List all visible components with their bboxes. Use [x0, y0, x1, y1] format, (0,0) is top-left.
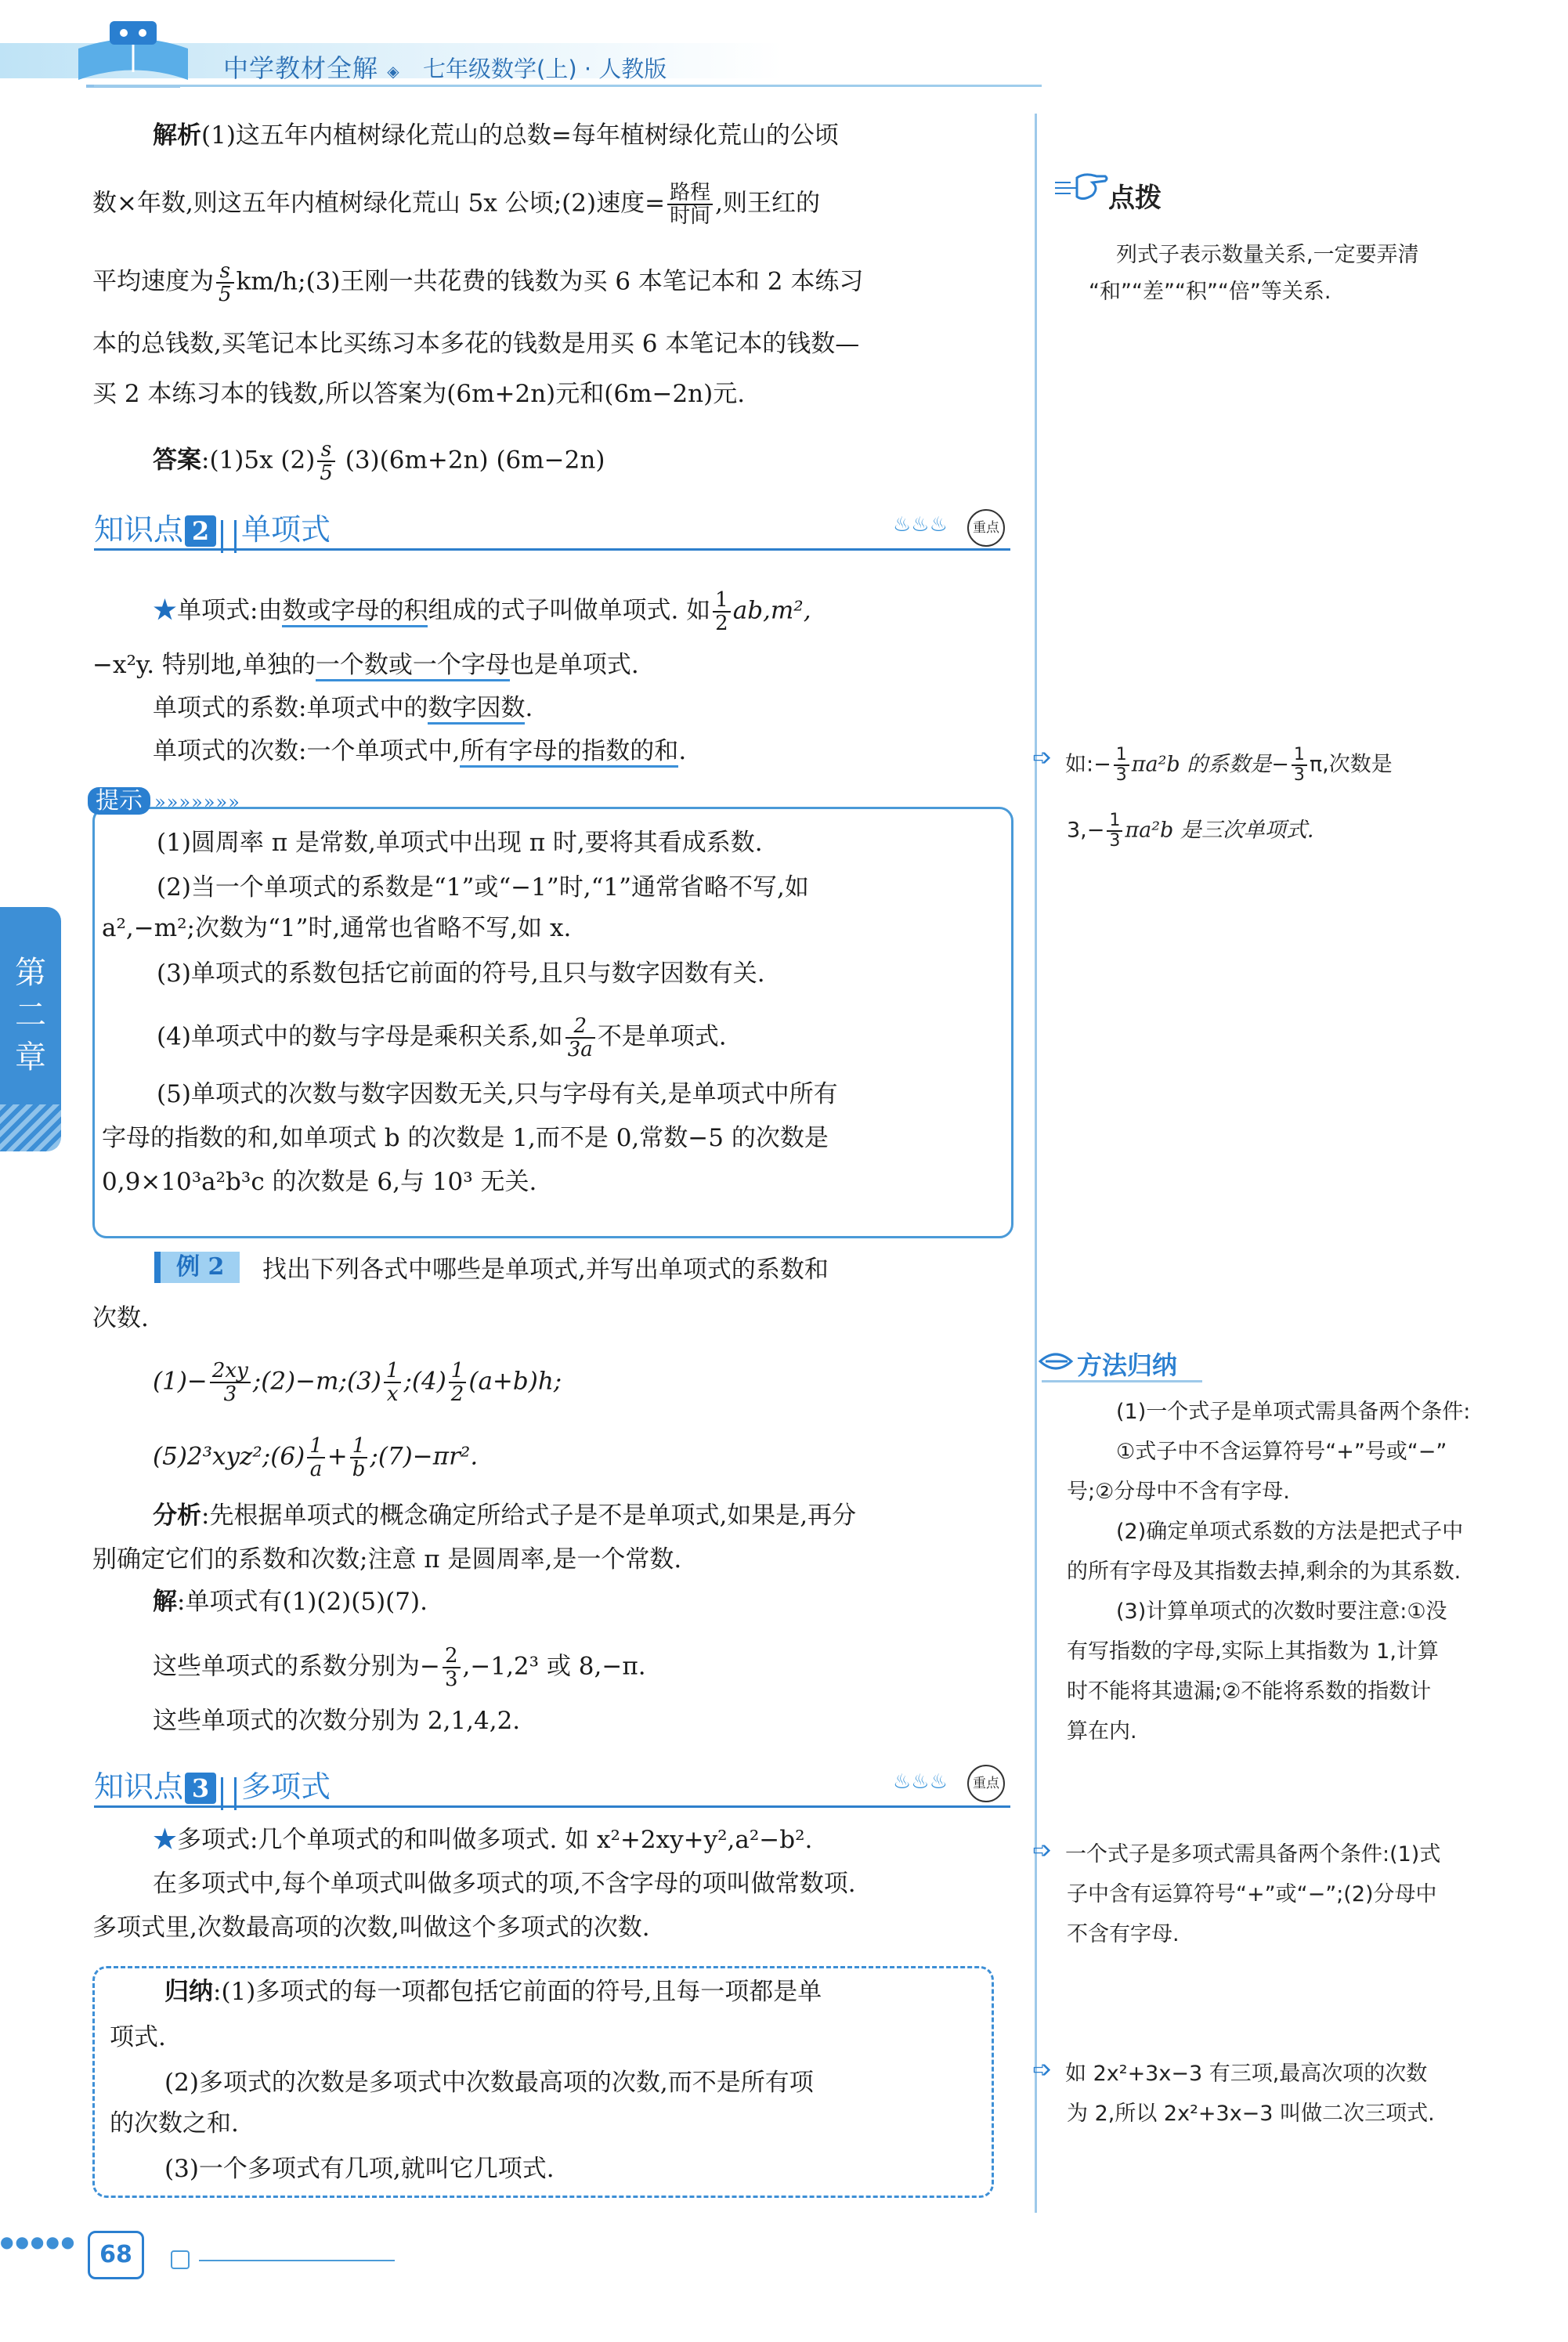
section-3-header: 知识点 3 多项式: [94, 1762, 1010, 1800]
polynomial-definition: ★多项式:几个单项式的和叫做多项式. 如 x²+2xy+y²,a²−b².: [153, 1826, 813, 1854]
analysis-line-1: 解析(1)这五年内植树绿化荒山的总数=每年植树绿化荒山的公顷: [153, 121, 839, 150]
page-number: 68: [88, 2231, 144, 2279]
example-2-expressions-1: (1)− $\frac{2xy}{3}$ ;(2)−m;(3) $\frac{1}{x}$ ;(4) $\frac{1}{2}$ (a+b)h;: [153, 1359, 562, 1406]
section-3-rule: [94, 1805, 1010, 1808]
polynomial-terms: 在多项式中,每个单项式叫做多项式的项,不含字母的项叫做常数项.: [153, 1870, 856, 1898]
analysis-line-4: 本的总钱数,买笔记本比买练习本多花的钱数是用买 6 本笔记本的钱数—: [92, 330, 860, 358]
tip-4: (4)单项式中的数与字母是乘积关系,如 $\frac{2}{3a}$ 不是单项式.: [157, 1014, 727, 1061]
monomial-note-2: 3,− $\frac{1}{3}$ πa²b 是三次单项式.: [1067, 811, 1314, 851]
hint-line-1: 列式子表示数量关系,一定要弄清: [1116, 243, 1419, 267]
difficulty-flames-icon-3: ♨♨♨: [893, 1770, 948, 1794]
tip-header: 提示 »»»»»»»: [88, 786, 240, 817]
summary-1a: 归纳:(1)多项式的每一项都包括它前面的符号,且每一项都是单: [164, 1978, 822, 2006]
key-point-badge-3: 重点: [967, 1765, 1005, 1802]
polynomial-degree: 多项式里,次数最高项的次数,叫做这个多项式的次数.: [92, 1914, 650, 1942]
example-2-solution-1: 解:单项式有(1)(2)(5)(7).: [153, 1588, 428, 1616]
analysis-line-2: 数×年数,则这五年内植树绿化荒山 5x 公顷;(2)速度= $\frac{\text{路程}}{\text{时间}}$ ,则王红的: [92, 181, 820, 228]
footer-square-icon: [171, 2250, 190, 2269]
monomial-degree: 单项式的次数:一个单项式中,所有字母的指数的和.: [153, 735, 686, 768]
header-line: [94, 85, 1042, 87]
example-2-analysis-2: 别确定它们的系数和次数;注意 π 是圆周率,是一个常数.: [92, 1545, 682, 1574]
pointing-hand-icon: [1053, 168, 1108, 208]
trinomial-note-2: 为 2,所以 2x²+3x−3 叫做二次三项式.: [1067, 2102, 1435, 2126]
example-2-solution-3: 这些单项式的次数分别为 2,1,4,2.: [153, 1707, 521, 1735]
method-line-9: 算在内.: [1067, 1719, 1137, 1744]
monomial-definition: ★单项式:由数或字母的积组成的式子叫做单项式. 如 $\frac{1}{2}$ ab,m²,: [153, 588, 811, 635]
column-divider: [1035, 114, 1037, 2213]
method-line-4: (2)确定单项式系数的方法是把式子中: [1116, 1520, 1464, 1544]
book-logo-icon: [70, 17, 196, 92]
analysis-line-3: 平均速度为 $\frac{s}{5}$ km/h;(3)王刚一共花费的钱数为买 6 本笔记本和 2 本练习: [92, 259, 864, 306]
tip-2b: a²,−m²;次数为“1”时,通常也省略不写,如 x.: [102, 914, 572, 942]
summary-2b: 的次数之和.: [110, 2109, 239, 2138]
monomial-coefficient: 单项式的系数:单项式中的数字因数.: [153, 692, 533, 725]
polynomial-note-1: 一个式子是多项式需具备两个条件:(1)式: [1065, 1842, 1441, 1867]
chapter-tab-stripe: [0, 1104, 61, 1151]
note-arrow-icon-2: ➩: [1032, 1837, 1053, 1864]
tip-3: (3)单项式的系数包括它前面的符号,且只与数字因数有关.: [157, 960, 765, 988]
answer-line: 答案:(1)5x (2) $\frac{s}{5}$ (3)(6m+2n) (6m−2n): [153, 438, 605, 485]
speed-fraction: $\frac{\text{路程}}{\text{时间}}$: [667, 182, 713, 227]
tip-label: 提示: [88, 787, 150, 815]
summary-3: (3)一个多项式有几项,就叫它几项式.: [164, 2155, 555, 2183]
method-line-5: 的所有字母及其指数去掉,剩余的为其系数.: [1067, 1560, 1461, 1584]
method-line-3: 号;②分母中不含有字母.: [1067, 1480, 1290, 1504]
example-2-question: 找出下列各式中哪些是单项式,并写出单项式的系数和: [262, 1256, 829, 1284]
note-arrow-icon: ➩: [1032, 744, 1053, 772]
footer-line: [199, 2260, 395, 2261]
example-2-analysis-1: 分析:先根据单项式的概念确定所给式子是不是单项式,如果是,再分: [153, 1502, 857, 1530]
method-title: 方法归纳: [1077, 1350, 1178, 1380]
analysis-line-5: 买 2 本练习本的钱数,所以答案为(6m+2n)元和(6m−2n)元.: [92, 380, 746, 408]
tip-5a: (5)单项式的次数与数字因数无关,只与字母有关,是单项式中所有: [157, 1080, 838, 1108]
method-line-2: ①式子中不含运算符号“+”号或“−”: [1116, 1440, 1447, 1464]
footer-dots: ●●●●●: [0, 2232, 77, 2251]
section-2-header: 知识点 2 单项式: [94, 505, 1010, 543]
summary-2a: (2)多项式的次数是多项式中次数最高项的次数,而不是所有项: [164, 2069, 814, 2097]
method-icon: [1036, 1346, 1075, 1377]
monomial-note-1: 如:− $\frac{1}{3}$ πa²b 的系数是− $\frac{1}{3}$ π,次数是: [1065, 745, 1393, 785]
note-arrow-icon-3: ➩: [1032, 2056, 1053, 2084]
section-2-rule: [94, 548, 1010, 551]
difficulty-flames-icon: ♨♨♨: [893, 513, 948, 537]
example-2-expressions-2: (5)2³xyz²;(6) $\frac{1}{a}$ + $\frac{1}{b}$ ;(7)−πr².: [153, 1434, 479, 1481]
method-line-6: (3)计算单项式的次数时要注意:①没: [1116, 1599, 1447, 1624]
tip-1: (1)圆周率 π 是常数,单项式中出现 π 时,要将其看成系数.: [157, 829, 763, 857]
trinomial-note-1: 如 2x²+3x−3 有三项,最高次项的次数: [1065, 2062, 1428, 2086]
key-point-badge: 重点: [967, 509, 1005, 547]
polynomial-note-2: 子中含有运算符号“+”或“−”;(2)分母中: [1067, 1882, 1437, 1906]
example-2-label: 例 2: [154, 1252, 240, 1283]
method-line-1: (1)一个式子是单项式需具备两个条件:: [1116, 1400, 1471, 1424]
polynomial-note-3: 不含有字母.: [1067, 1922, 1180, 1946]
example-2-question-2: 次数.: [92, 1304, 149, 1332]
method-title-rule: [1042, 1380, 1202, 1382]
grade-subtitle: 七年级数学(上) · 人教版: [423, 56, 667, 82]
book-title: 中学教材全解 ◈: [223, 53, 400, 83]
tip-5c: 0,9×10³a²b³c 的次数是 6,与 10³ 无关.: [102, 1168, 537, 1196]
chapter-label: 第二章: [15, 955, 46, 1075]
method-line-7: 有写指数的字母,实际上其指数为 1,计算: [1067, 1639, 1439, 1664]
tip-2a: (2)当一个单项式的系数是“1”或“−1”时,“1”通常省略不写,如: [157, 873, 809, 902]
hint-line-2: “和”“差”“积”“倍”等关系.: [1089, 280, 1331, 304]
tip-5b: 字母的指数的和,如单项式 b 的次数是 1,而不是 0,常数−5 的次数是: [102, 1124, 829, 1152]
example-2-solution-2: 这些单项式的系数分别为− $\frac{2}{3}$ ,−1,2³ 或 8,−π.: [153, 1644, 646, 1691]
hint-title: 点拨: [1108, 183, 1162, 214]
summary-1b: 项式.: [110, 2023, 166, 2051]
method-line-8: 时不能将其遗漏;②不能将系数的指数计: [1067, 1679, 1432, 1704]
monomial-definition-2: −x²y. 特别地,单独的一个数或一个字母也是单项式.: [92, 649, 639, 681]
